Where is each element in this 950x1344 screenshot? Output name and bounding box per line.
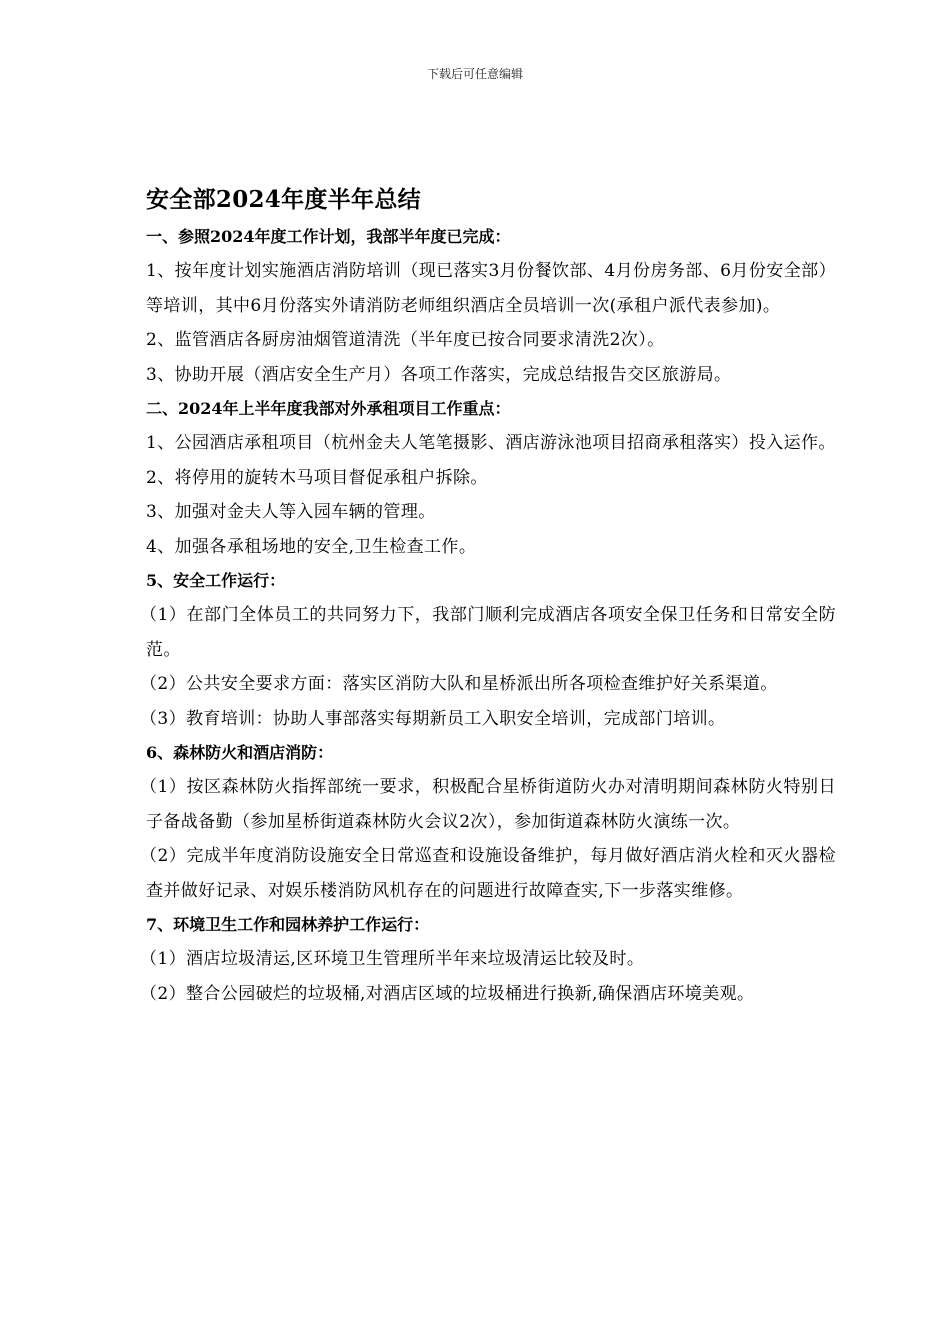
section-safety-operations [140,564,836,736]
list-item: （1）在部门全体员工的共同努力下，我部门顺利完成酒店各项安全保卫任务和日常安全防范。 [140,605,836,660]
list-item: （1）酒店垃圾清运,区环境卫生管理所半年来垃圾清运比较及时。 [140,949,645,969]
list-item: 3、加强对金夫人等入园车辆的管理。 [146,502,436,522]
section-leasing-projects [146,392,836,564]
list-item: 1、公园酒店承租项目（杭州金夫人笔笔摄影、酒店游泳池项目招商承租落实）投入运作。 [146,433,836,453]
list-item: 2、监管酒店各厨房油烟管道清洗（半年度已按合同要求清洗2次）。 [146,330,665,350]
section-heading: 5、安全工作运行： [146,571,286,590]
list-item: （3）教育培训：协助人事部落实每期新员工入职安全培训，完成部门培训。 [140,708,726,729]
section-plan-completed [146,220,836,392]
document-body [140,184,836,1011]
list-item: 1、按年度计划实施酒店消防培训（现已落实3月份餐饮部、4月份房务部、6月份安全部）等培训，其中6月份落实外请消防老师组织酒店全员培训一次(承租户派代表参加)。 [146,261,836,316]
list-item: （2）公共安全要求方面：落实区消防大队和星桥派出所各项检查维护好关系渠道。 [140,674,778,694]
section-heading: 6、森林防火和酒店消防： [146,743,334,762]
list-item: 2、将停用的旋转木马项目督促承租户拆除。 [146,467,488,488]
header-note: 下载后可任意编辑 [426,67,523,81]
section-environment-sanitation [140,908,836,1011]
section-heading: 7、环境卫生工作和园林养护工作运行： [146,915,430,934]
document-title: 安全部2024年度半年总结 [146,186,421,213]
list-item: （2）整合公园破烂的垃圾桶,对酒店区域的垃圾桶进行换新,确保酒店环境美观。 [140,983,755,1004]
list-item: （1）按区森林防火指挥部统一要求，积极配合星桥街道防火办对清明期间森林防火特别日子备战备勤（参加星桥街道森林防火会议2次），参加街道森林防火演练一次。 [140,777,836,832]
list-item: 4、加强各承租场地的安全,卫生检查工作。 [146,536,477,557]
section-fire-prevention [140,736,836,908]
section-heading: 一、参照2024年度工作计划，我部半年度已完成： [146,227,511,246]
list-item: （2）完成半年度消防设施安全日常巡查和设施设备维护，每月做好酒店消火栓和灭火器检查并做好记录、对娱乐楼消防风机存在的问题进行故障查实,下一步落实维修。 [140,846,836,901]
list-item: 3、协助开展（酒店安全生产月）各项工作落实，完成总结报告交区旅游局。 [146,364,732,385]
section-heading: 二、2024年上半年度我部对外承租项目工作重点： [146,399,511,418]
